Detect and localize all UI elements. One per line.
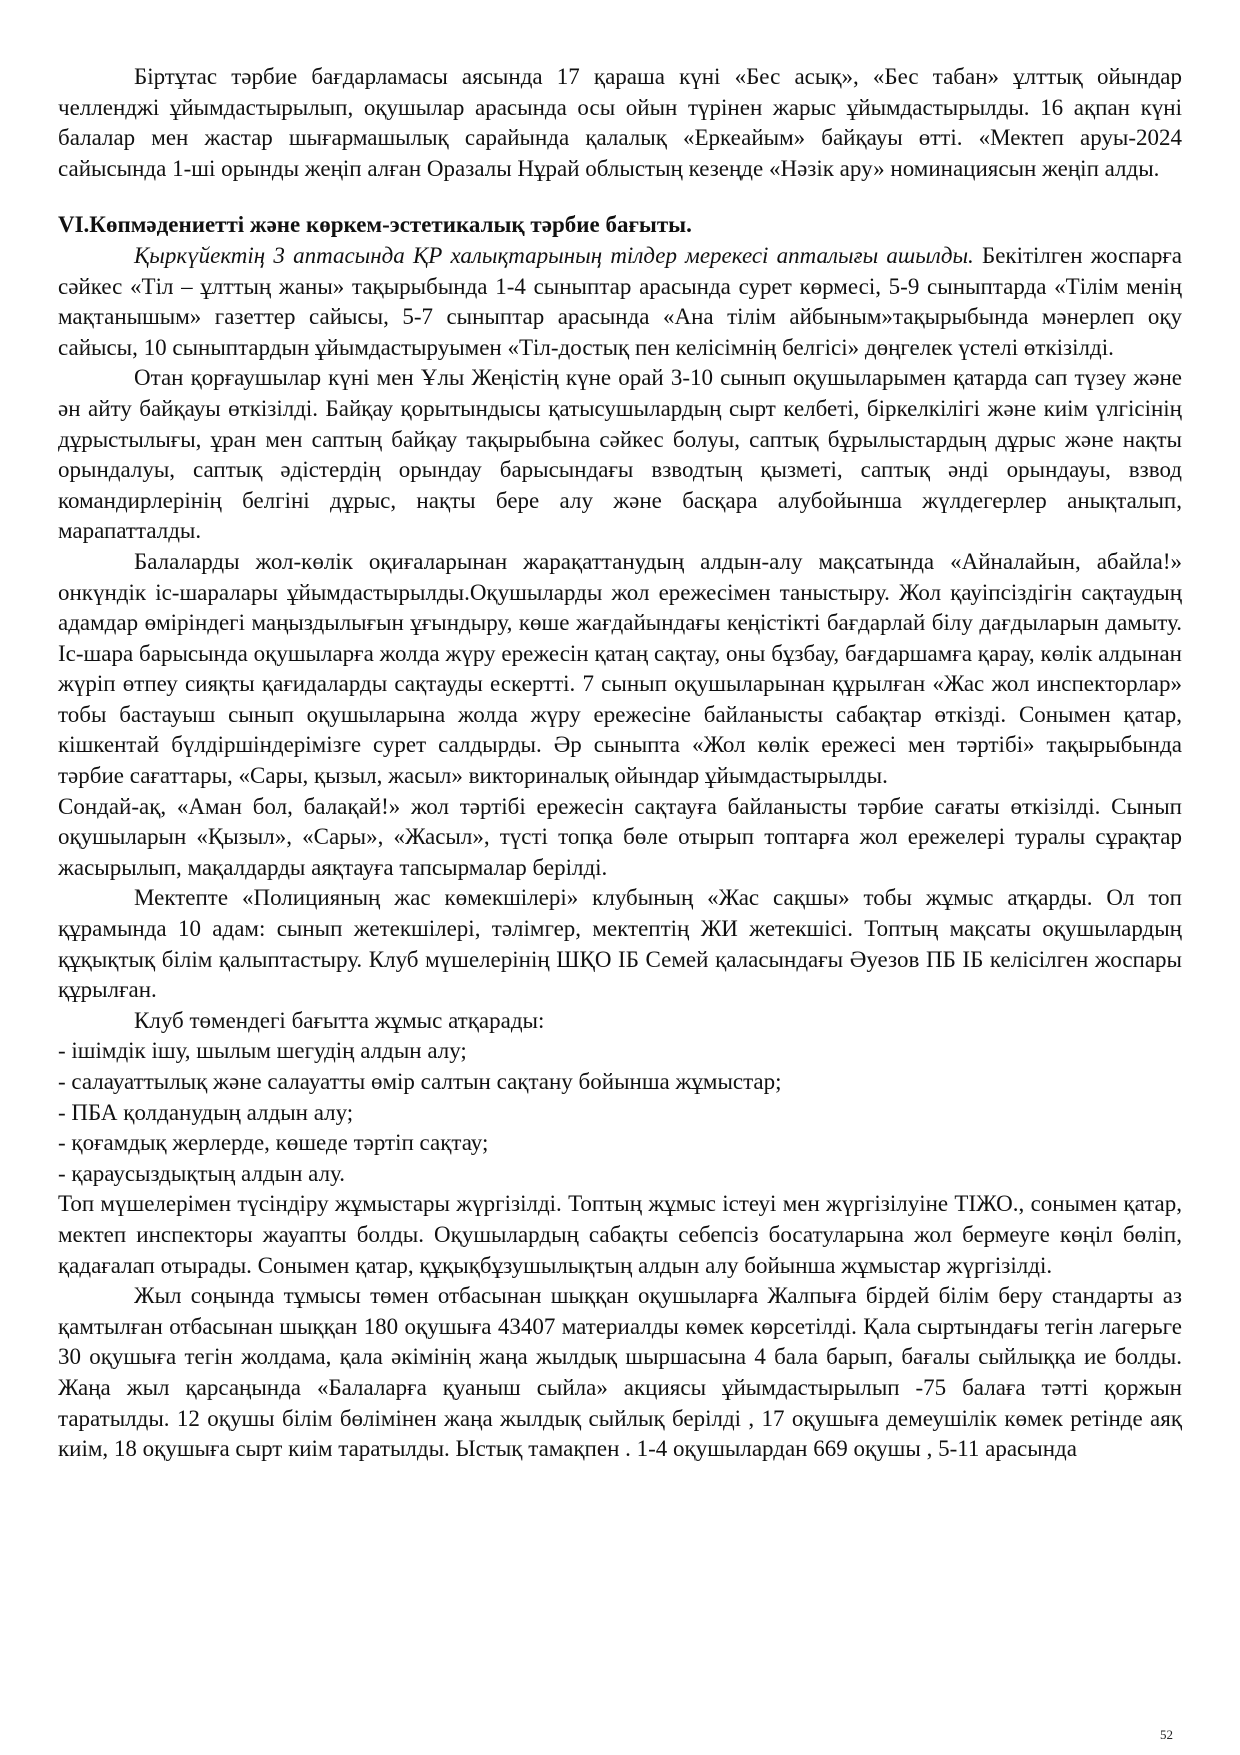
paragraph-road-safety: Балаларды жол-көлік оқиғаларынан жарақаттанудың алдын-алу мақсатында «Айналайын, абайла!» онкүндік іс-шаралары ұйымдастырылды.Оқушыларды жол ережесімен таныстыру. Жол қауіпсіздігін сақтаудың адамдар өміріндегі маңыздылығын ұғындыру, көше жағдайындағы кеңістікті бағдарлай білу дағдыларын дамыту. Іс-шара барысында оқушыларға жолда жүру ережесін қатаң сақтау, оны бұзбау, бағдаршамға қарау, көлік алдынан жүріп өтпеу сияқты қағидаларды сақтауды ескертті. 7 сынып оқушыларынан құрылған «Жас жол инспекторлар» тобы бастауыш сынып оқушыларына жолда жүру ережесіне байланысты сабақтар өткізді. Сонымен қатар, кішкентай бүлдіршіндерімізге сурет салдырды. Әр сыныпта «Жол көлік ережесі мен тәртібі» тақырыбында тәрбие сағаттары, «Сары, қызыл, жасыл» викториналық ойындар ұйымдастырылды. bbox=[58, 548, 1182, 789]
paragraph-group-work: Топ мүшелерімен түсіндіру жұмыстары жүргізілді. Топтың жұмыс істеуі мен жүргізілуіне ТІЖО., сонымен қатар, мектеп инспекторы жауапты болды. Оқушылардың сабақты себепсіз босатуларына жол бермеуге көңіл бөліп, қадағалап отырады. Сонымен қатар, құқықбұзушылықтың алдын алу бойынша жұмыстар жүргізілді. bbox=[58, 1191, 1182, 1278]
paragraph-defenders-day: Отан қорғаушылар күні мен Ұлы Жеңістің күне орай 3-10 сынып оқушыларымен қатарда сап түзеу және ән айту байқауы өткізілді. Байқау қорытындысы қатысушылардың сырт келбеті, біркелкілігі және киім үлгісінің дұрыстылығы, ұран мен саптың байқау тақырыбына сәйкес болуы, саптық бұрылыстардың дұрыс және нақты орындалуы, саптық әдістердің орындау барысындағы взводтың қызметі, саптық әнді орындауы, взвод командирлерінің белгіні дұрыс, нақты бере алу және басқара алубойынша жүлдегерлер анықталып, марапатталды. bbox=[58, 365, 1182, 544]
paragraph-text: Бекітілген жоспарға сәйкес «Тіл – ұлттың жаны» тақырыбында 1-4 сыныптар арасында сурет көрмесі, 5-9 сыныптарда «Тілім менің мақтанышым» газеттер сайысы, 5-7 сыныптар арасында «Ана тілім айбыным»тақырыбында мәнерлеп оқу сайысы, 10 сыныптардын ұйымдастыруымен «Тіл-достық пен келісімнің белгісі» дөңгелек үстелі өткізілді. bbox=[58, 242, 1182, 360]
paragraph-aman-bol: Сондай-ақ, «Аман бол, балақай!» жол тәртібі ережесін сақтауға байланысты тәрбие сағаты өткізілді. Сынып оқушыларын «Қызыл», «Сары», «Жасыл», түсті топқа бөле отырып топтарға жол ережелері туралы сұрақтар жасырылып, мақалдарды аяқтауға тапсырмалар берілді. bbox=[58, 793, 1182, 880]
italic-lead: Қыркүйектің 3 аптасында ҚР халықтарының тілдер мерекесі апталығы ашылды. bbox=[134, 242, 974, 268]
document-body bbox=[58, 62, 1182, 1465]
section-heading: VI.Көпмәдениетті және көркем-эстетикалық тәрбие бағыты. bbox=[58, 212, 692, 238]
paragraph-club-directions: Клуб төмендегі бағытта жұмыс атқарады: bbox=[134, 1007, 545, 1033]
list-item: - ПБА қолданудың алдын алу; bbox=[58, 1099, 354, 1125]
paragraph-police-club: Мектепте «Полицияның жас көмекшілері» клубының «Жас сақшы» тобы жұмыс атқарды. Ол топ құрамында 10 адам: сынып жетекшілері, тәлімгер, мектептің ЖИ жетекшісі. Топтың мақсаты оқушылардың құқықтық білім қалыптастыру. Клуб мүшелерінің ШҚО ІБ Семей қаласындағы Әуезов ПБ ІБ келісілген жоспары құрылған. bbox=[58, 885, 1182, 1003]
spacer bbox=[58, 184, 1182, 210]
page-number: 52 bbox=[1160, 1727, 1173, 1742]
list-item: - ішімдік ішу, шылым шегудің алдын алу; bbox=[58, 1038, 467, 1064]
paragraph-national-games: Біртұтас тәрбие бағдарламасы аясында 17 қараша күні «Бес асық», «Бес табан» ұлттық ойындар челленджі ұйымдастырылып, оқушылар арасында осы ойын түрінен жарыс ұйымдастырылды. 16 ақпан күні балалар мен жастар шығармашылық сарайында қалалық «Еркеайым» байқауы өтті. «Мектеп аруы-2024 сайысында 1-ші орынды жеңіп алған Оразалы Нұрай облыстың кезеңде «Нәзік ару» номинациясын жеңіп алды. bbox=[58, 64, 1182, 181]
list-item: - қараусыздықтың алдын алу. bbox=[58, 1160, 345, 1186]
list-item: - қоғамдық жерлерде, көшеде тәртіп сақтау; bbox=[58, 1130, 489, 1156]
paragraph-year-end-aid: Жыл соңында тұмысы төмен отбасынан шыққан оқушыларға Жалпыға бірдей білім беру стандарты аз қамтылған отбасынан шыққан 180 оқушыға 43407 материалды көмек көрсетілді. Қала сыртындағы тегін лагерьге 30 оқушыға тегін жолдама, қала әкімінің жаңа жылдық шыршасына 4 бала барып, бағалы сыйлыққа ие болды. Жаңа жыл қарсаңында «Балаларға қуаныш сыйла» акциясы ұйымдастырылып -75 балаға тәтті қоржын таратылды. 12 оқушы білім бөлімінен жаңа жылдық сыйлық берілді , 17 оқушыға демеушілік көмек ретінде аяқ киім, 18 оқушыға сырт киім таратылды. Ыстық тамақпен . 1-4 оқушылардан 669 оқушы , 5-11 арасында bbox=[58, 1283, 1182, 1462]
paragraph-languages-week bbox=[58, 241, 1182, 363]
list-item: - салауаттылық және салауатты өмір салтын сақтану бойынша жұмыстар; bbox=[58, 1069, 782, 1094]
